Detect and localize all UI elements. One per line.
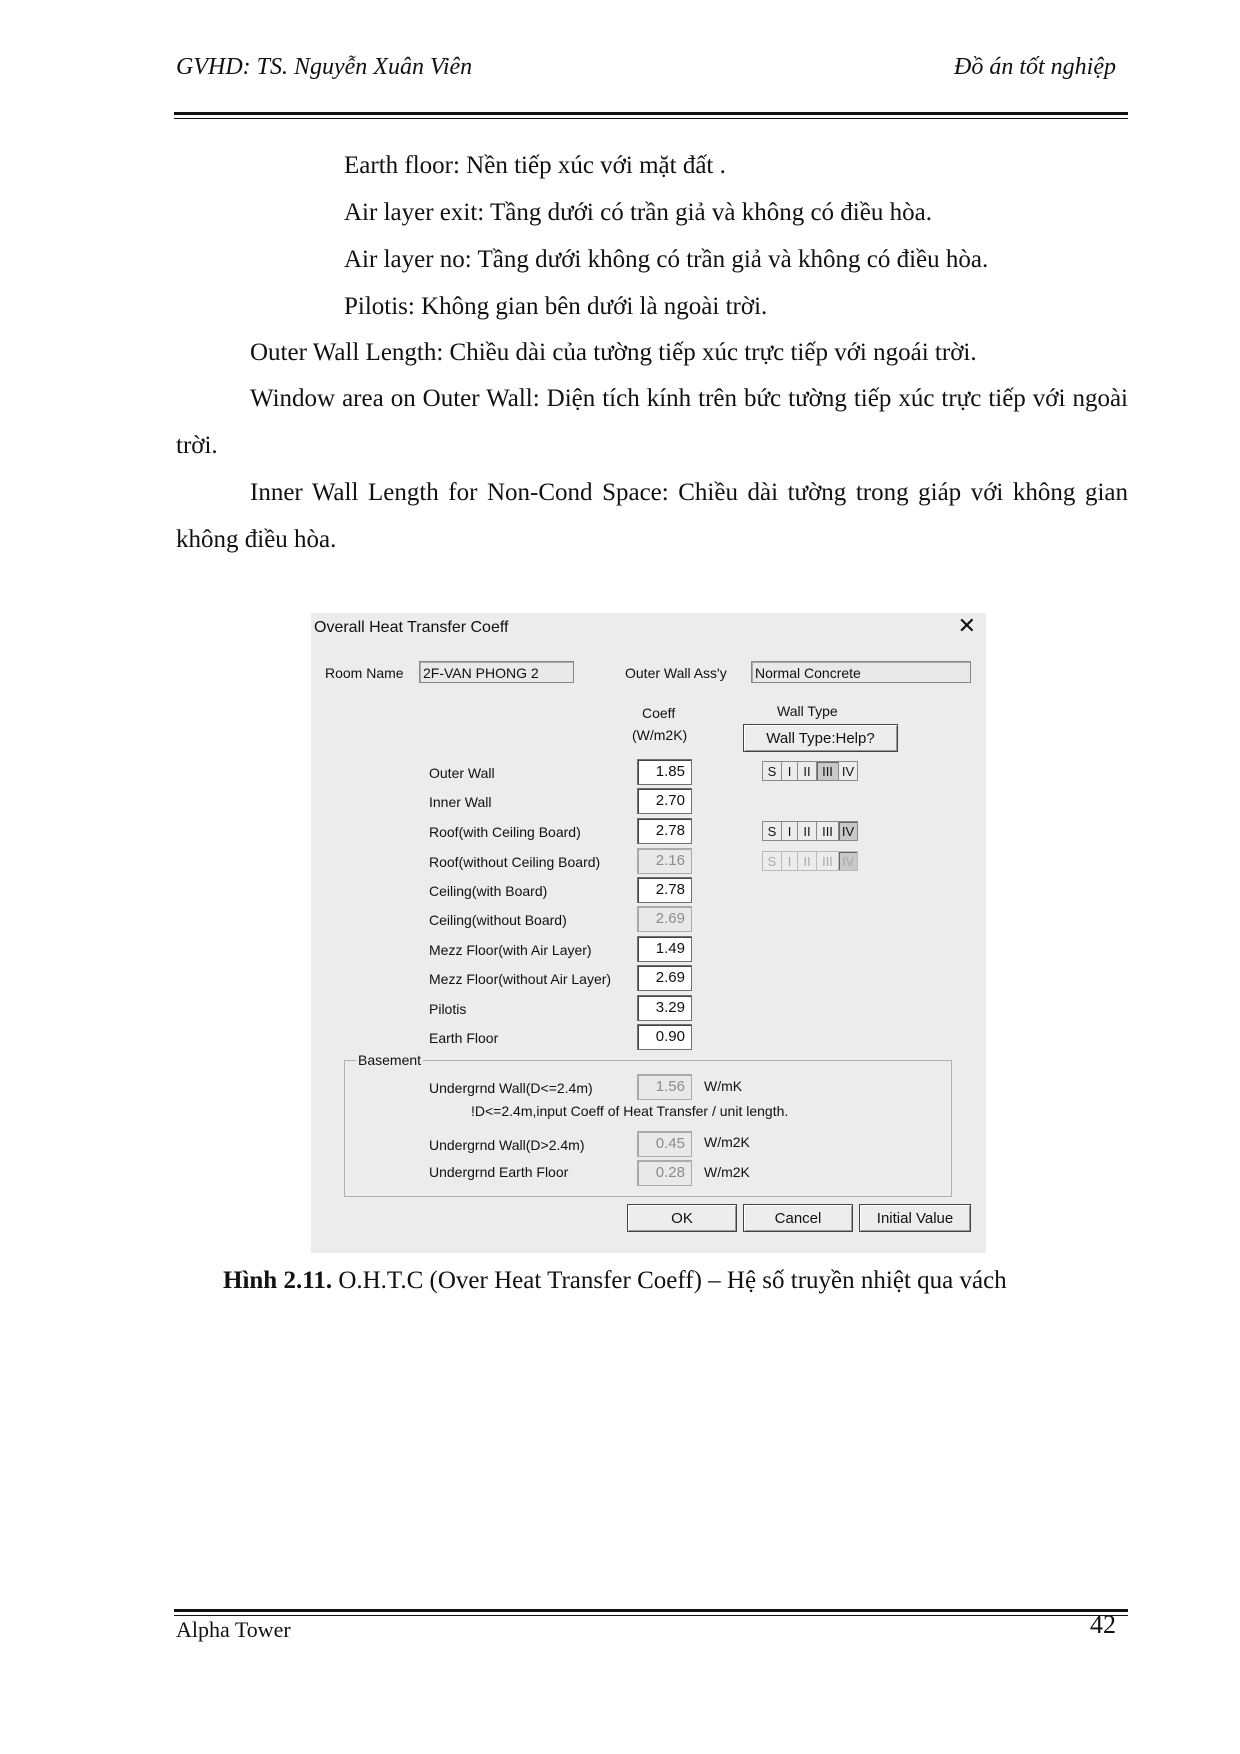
- figure-caption: [223, 1267, 1007, 1295]
- coeff-input-earth-floor[interactable]: 0.90: [637, 1024, 692, 1050]
- header-doc-title: Đồ án tốt nghiệp: [954, 54, 1116, 80]
- wall-type-option: I: [781, 851, 798, 871]
- coeff-input-ceiling-with-board[interactable]: 2.78: [637, 877, 692, 903]
- coeff-header: Coeff: [642, 705, 676, 721]
- paragraph-window-area: Window area on Outer Wall: Diện tích kính trên bức tường tiếp xúc trực tiếp với ngoài trời.: [176, 385, 1128, 459]
- coeff-input-undergrnd-wall-shallow: 1.56: [637, 1074, 692, 1100]
- row-label-earth-floor: Earth Floor: [429, 1030, 499, 1046]
- outer-wall-assy-label: Outer Wall Ass'y: [625, 665, 727, 681]
- wall-type-option[interactable]: S: [762, 761, 782, 781]
- figure-caption-label: Hình 2.11.: [223, 1267, 333, 1294]
- unit-undergrnd-wall-shallow: W/mK: [704, 1078, 743, 1094]
- wall-type-option: S: [762, 851, 782, 871]
- unit-undergrnd-wall-deep: W/m2K: [704, 1134, 750, 1150]
- row-label-pilotis: Pilotis: [429, 1001, 467, 1017]
- basement-note: !D<=2.4m,input Coeff of Heat Transfer / unit length.: [471, 1103, 789, 1119]
- footer-rule: [174, 1609, 1128, 1612]
- header-rule-thin: [174, 118, 1128, 119]
- wall-type-option-selected: IV: [838, 851, 858, 871]
- wall-type-option[interactable]: I: [781, 821, 798, 841]
- coeff-input-mezz-with-air[interactable]: 1.49: [637, 936, 692, 962]
- text-line-air-layer-no: Air layer no: Tầng dưới không có trần giả và không có điều hòa.: [344, 246, 989, 273]
- coeff-input-outer-wall[interactable]: 1.85: [637, 759, 692, 785]
- wall-type-header: Wall Type: [777, 703, 838, 719]
- row-label-inner-wall: Inner Wall: [429, 794, 492, 810]
- figure-caption-text: O.H.T.C (Over Heat Transfer Coeff) – Hệ số truyền nhiệt qua vách: [332, 1267, 1007, 1294]
- coeff-input-undergrnd-earth-floor: 0.28: [637, 1160, 692, 1186]
- wall-type-option[interactable]: II: [797, 761, 817, 781]
- wall-type-option[interactable]: I: [781, 761, 798, 781]
- coeff-input-roof-with-ceiling[interactable]: 2.78: [637, 818, 692, 844]
- footer-project-name: Alpha Tower: [176, 1617, 291, 1642]
- coeff-input-mezz-without-air[interactable]: 2.69: [637, 965, 692, 991]
- wall-type-option: II: [797, 851, 817, 871]
- basement-group-title: Basement: [358, 1052, 422, 1068]
- coeff-input-undergrnd-wall-deep: 0.45: [637, 1131, 692, 1157]
- page-number: 42: [1090, 1610, 1116, 1639]
- ok-button[interactable]: OK: [627, 1204, 737, 1232]
- wall-type-option[interactable]: S: [762, 821, 782, 841]
- wall-type-option-selected[interactable]: IV: [838, 821, 858, 841]
- row-label-mezz-with-air: Mezz Floor(with Air Layer): [429, 942, 592, 958]
- coeff-unit: (W/m2K): [632, 727, 688, 743]
- wall-type-option: III: [816, 851, 839, 871]
- wall-type-help-button[interactable]: Wall Type:Help?: [743, 724, 898, 752]
- row-label-roof-with-ceiling: Roof(with Ceiling Board): [429, 824, 581, 840]
- wall-type-option[interactable]: III: [816, 821, 839, 841]
- wall-type-selector-outer-wall[interactable]: [762, 761, 857, 781]
- row-label-undergrnd-earth-floor: Undergrnd Earth Floor: [429, 1164, 569, 1180]
- coeff-input-inner-wall[interactable]: 2.70: [637, 788, 692, 814]
- row-label-ceiling-without-board: Ceiling(without Board): [429, 912, 567, 928]
- initial-value-button[interactable]: Initial Value: [859, 1204, 971, 1232]
- row-label-roof-without-ceiling: Roof(without Ceiling Board): [429, 854, 601, 870]
- cancel-button[interactable]: Cancel: [743, 1204, 853, 1232]
- text-line-earth-floor: Earth floor: Nền tiếp xúc với mặt đất .: [344, 152, 726, 179]
- header-advisor: GVHD: TS. Nguyễn Xuân Viên: [176, 54, 473, 80]
- wall-type-option[interactable]: II: [797, 821, 817, 841]
- row-label-mezz-without-air: Mezz Floor(without Air Layer): [429, 971, 612, 987]
- row-label-undergrnd-wall-deep: Undergrnd Wall(D>2.4m): [429, 1137, 585, 1153]
- coeff-input-roof-without-ceiling: 2.16: [637, 848, 692, 874]
- header-rule: [174, 112, 1128, 115]
- row-label-outer-wall: Outer Wall: [429, 765, 495, 781]
- row-label-undergrnd-wall-shallow: Undergrnd Wall(D<=2.4m): [429, 1080, 593, 1096]
- room-name-label: Room Name: [325, 665, 404, 681]
- wall-type-option-selected[interactable]: III: [816, 761, 839, 781]
- footer-rule-thin: [174, 1615, 1128, 1616]
- close-icon[interactable]: ✕: [957, 613, 976, 638]
- text-line-air-layer-exit: Air layer exit: Tầng dưới có trần giả và không có điều hòa.: [344, 199, 932, 226]
- coeff-input-ceiling-without-board: 2.69: [637, 906, 692, 932]
- outer-wall-assy-field[interactable]: Normal Concrete: [751, 661, 971, 683]
- wall-type-selector-roof-without-ceiling: [762, 851, 857, 871]
- overall-heat-transfer-dialog: [311, 613, 986, 1253]
- text-line-pilotis: Pilotis: Không gian bên dưới là ngoài trời.: [344, 293, 768, 320]
- unit-undergrnd-earth-floor: W/m2K: [704, 1164, 750, 1180]
- wall-type-selector-roof-with-ceiling[interactable]: [762, 821, 857, 841]
- dialog-title: Overall Heat Transfer Coeff: [314, 619, 509, 636]
- paragraph-inner-wall-length: Inner Wall Length for Non-Cond Space: Chiều dài tường trong giáp với không gian không điều hòa.: [176, 479, 1128, 553]
- text-line-outer-wall-length: Outer Wall Length: Chiều dài của tường tiếp xúc trực tiếp với ngoái trời.: [250, 339, 977, 366]
- row-label-ceiling-with-board: Ceiling(with Board): [429, 883, 548, 899]
- room-name-field[interactable]: 2F-VAN PHONG 2: [419, 661, 574, 683]
- wall-type-option[interactable]: IV: [838, 761, 858, 781]
- coeff-input-pilotis[interactable]: 3.29: [637, 995, 692, 1021]
